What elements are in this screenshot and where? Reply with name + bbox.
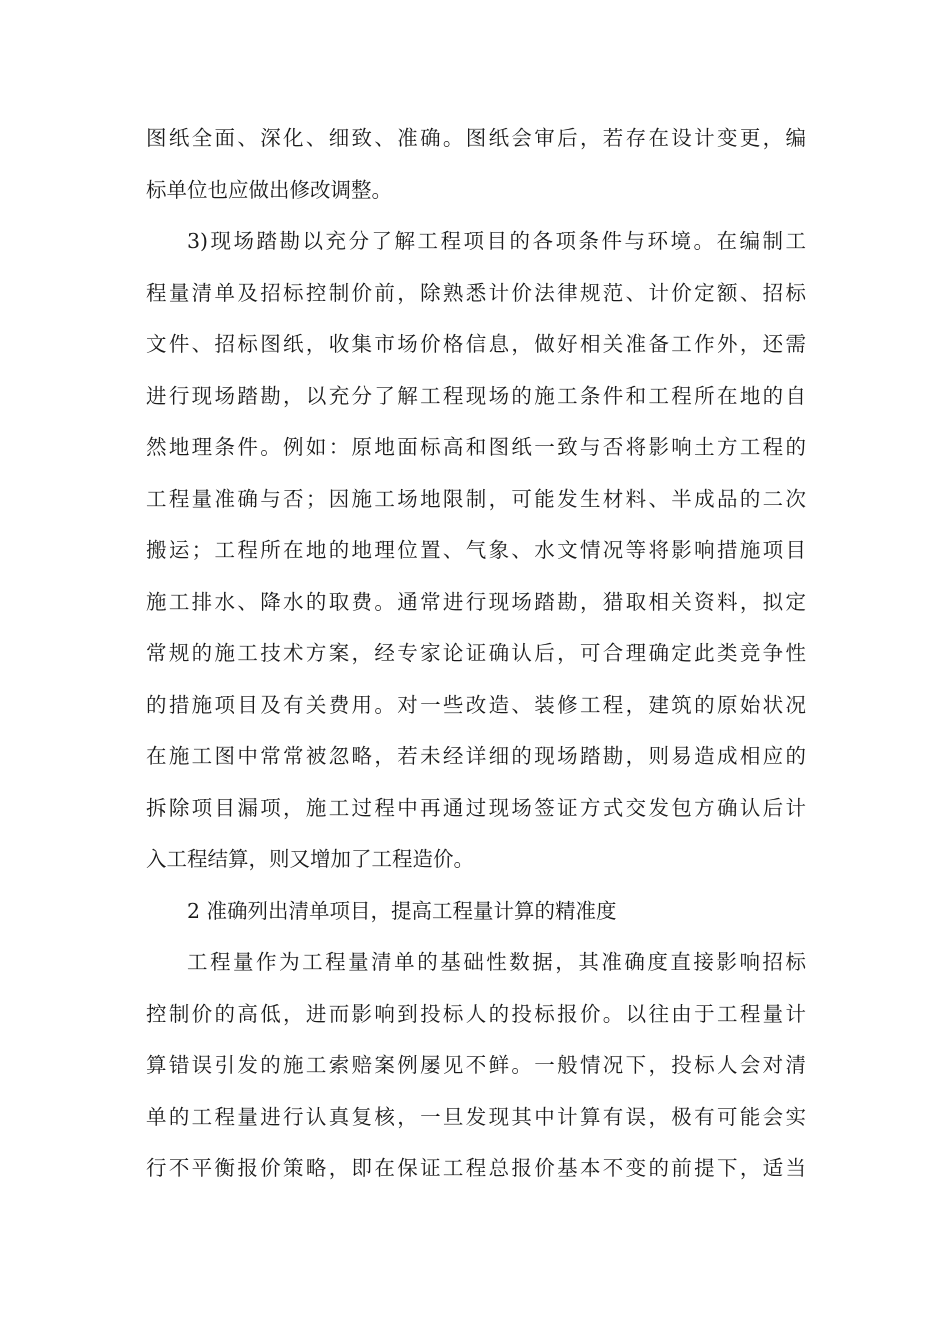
text-line: 进行现场踏勘，以充分了解工程现场的施工条件和工程所在地的自 xyxy=(146,383,806,408)
text-line: 单的工程量进行认真复核，一旦发现其中计算有误，极有可能会实 xyxy=(146,1104,806,1129)
text-line: 工程量准确与否；因施工场地限制，可能发生材料、半成品的二次 xyxy=(146,486,806,511)
text-line: 文件、招标图纸，收集市场价格信息，做好相关准备工作外，还需 xyxy=(146,332,806,356)
heading-text: 2 准确列出清单项目，提高工程量计算的精准度 xyxy=(187,898,617,923)
text-line: 工程量作为工程量清单的基础性数据，其准确度直接影响招标 xyxy=(187,950,806,974)
paragraph-quantity-accuracy xyxy=(146,937,806,1195)
text-line: 标单位也应做出修改调整。 xyxy=(146,177,392,202)
paragraph-drawing-review xyxy=(146,113,806,216)
text-line: 在施工图中常常被忽略，若未经详细的现场踏勘，则易造成相应的 xyxy=(146,744,806,768)
text-line: 控制价的高低，进而影响到投标人的投标报价。以往由于工程量计 xyxy=(146,1001,806,1026)
text-line: 3)现场踏勘以充分了解工程项目的各项条件与环境。在编制工 xyxy=(187,229,806,253)
text-line: 程量清单及招标控制价前，除熟悉计价法律规范、计价定额、招标 xyxy=(146,280,806,305)
section-heading xyxy=(146,886,806,938)
paragraph-site-survey xyxy=(146,216,806,886)
text-line: 的措施项目及有关费用。对一些改造、装修工程，建筑的原始状况 xyxy=(146,692,806,717)
document-body xyxy=(146,113,806,1195)
text-line: 常规的施工技术方案，经专家论证确认后，可合理确定此类竞争性 xyxy=(146,641,806,665)
text-line: 行不平衡报价策略，即在保证工程总报价基本不变的前提下，适当 xyxy=(146,1156,806,1180)
text-line: 搬运；工程所在地的地理位置、气象、水文情况等将影响措施项目 xyxy=(146,538,806,562)
text-line: 入工程结算，则又增加了工程造价。 xyxy=(146,847,474,871)
text-line: 然地理条件。例如：原地面标高和图纸一致与否将影响土方工程的 xyxy=(146,435,806,459)
text-line: 图纸全面、深化、细致、准确。图纸会审后，若存在设计变更，编 xyxy=(146,126,806,150)
text-line: 施工排水、降水的取费。通常进行现场踏勘，猎取相关资料，拟定 xyxy=(146,589,806,614)
text-line: 拆除项目漏项，施工过程中再通过现场签证方式交发包方确认后计 xyxy=(146,795,806,820)
text-line: 算错误引发的施工索赔案例屡见不鲜。一般情况下，投标人会对清 xyxy=(146,1053,806,1077)
